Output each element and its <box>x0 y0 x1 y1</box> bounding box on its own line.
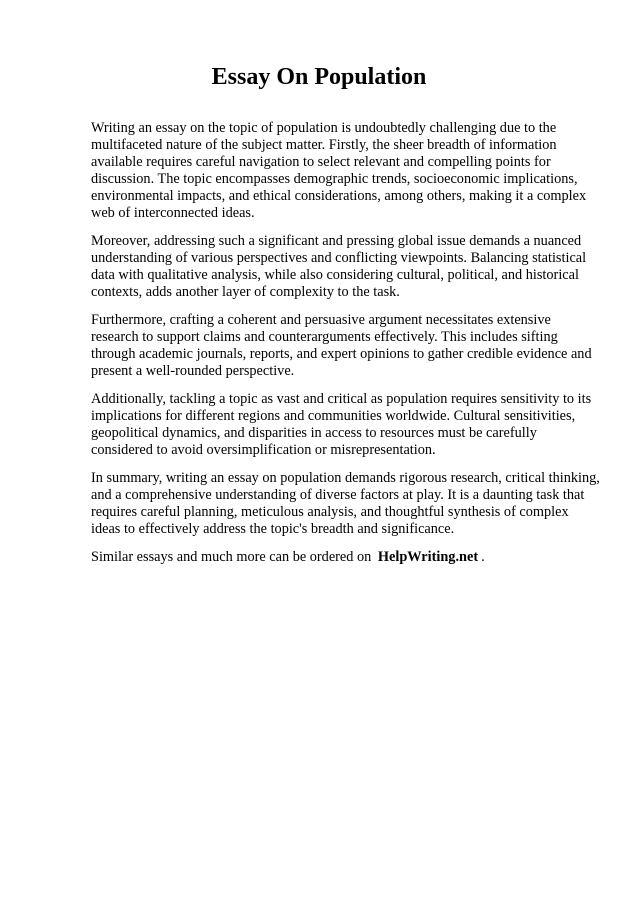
paragraph-5: In summary, writing an essay on population demands rigorous research, critical thinking, and a comprehensive understanding of diverse factors at play. It is a daunting task that requires careful planning, meticulous analysis, and thoughtful synthesis of complex ideas to effectively address the topic's breadth and significance. <box>91 470 600 537</box>
paragraph-1: Writing an essay on the topic of population is undoubtedly challenging due to the multifaceted nature of the subject matter. Firstly, the sheer breadth of information available requires careful navigation to select relevant and compelling points for discussion. The topic encompasses demographic trends, socioeconomic implications, environmental impacts, and ethical considerations, among others, making it a complex web of interconnected ideas. <box>91 120 587 221</box>
document-title: Essay On Population <box>211 64 427 90</box>
footer-line <box>91 549 601 566</box>
document-body <box>91 120 601 577</box>
footer-prefix: Similar essays and much more can be ordered on <box>91 549 372 565</box>
paragraph-4: Additionally, tackling a topic as vast and critical as population requires sensitivity to its implications for different regions and communities worldwide. Cultural sensitivities, geopolitical dynamics, and disparities in access to resources must be carefully considered to avoid oversimplification or misrepresentation. <box>91 391 592 458</box>
paragraph-3: Furthermore, crafting a coherent and persuasive argument necessitates extensive research to support claims and counterarguments effectively. This includes sifting through academic journals, reports, and expert opinions to gather credible evidence and present a well-rounded perspective. <box>91 312 592 379</box>
paragraph-2: Moreover, addressing such a significant and pressing global issue demands a nuanced understanding of various perspectives and conflicting viewpoints. Balancing statistical data with qualitative analysis, while also considering cultural, political, and historical contexts, adds another layer of complexity to the task. <box>91 233 587 300</box>
footer-suffix: . <box>481 549 485 565</box>
site-link[interactable]: HelpWriting.net <box>377 549 479 565</box>
